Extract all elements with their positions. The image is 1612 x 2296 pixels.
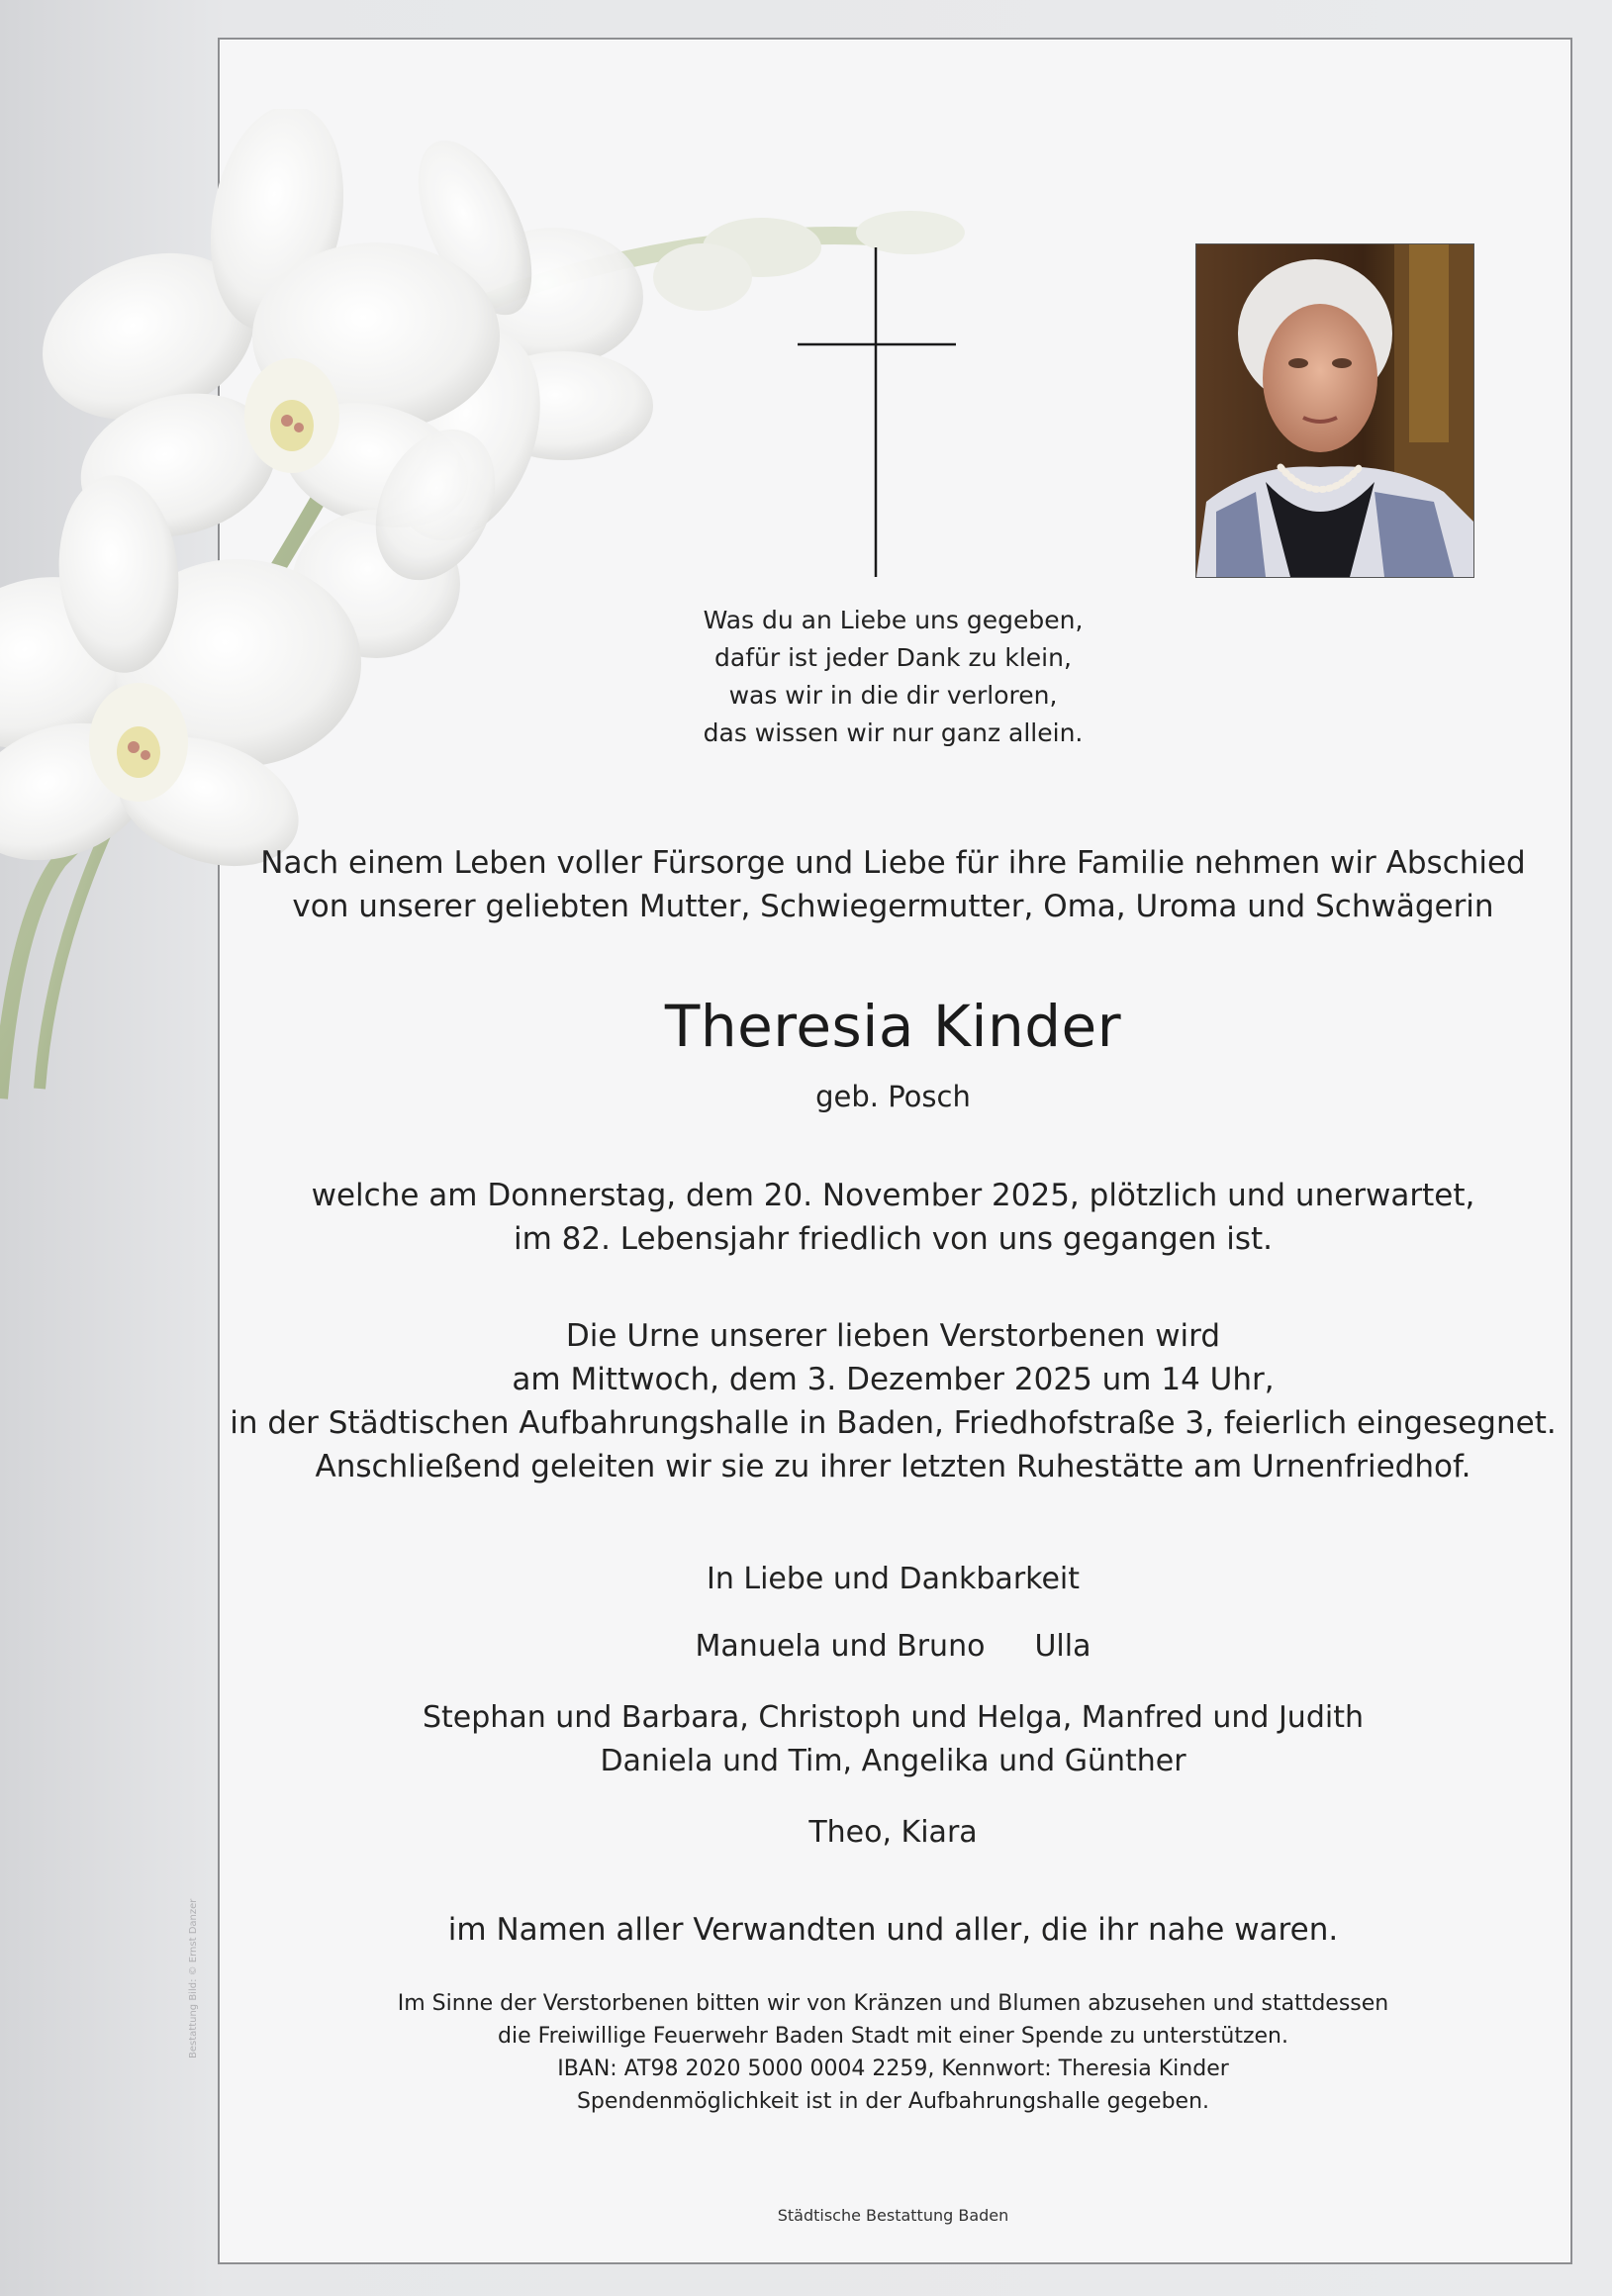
donation-line: Im Sinne der Verstorbenen bitten wir von Kränzen und Blumen abzusehen und stattdessen [397,1991,1389,2016]
portrait-photo [1195,243,1474,578]
farewell-intro [218,841,1568,928]
donation-notice [218,1987,1568,2118]
closing-phrase: In Liebe und Dankbarkeit [706,1562,1081,1596]
verse-line: das wissen wir nur ganz allein. [703,718,1084,747]
verse-line: dafür ist jeder Dank zu klein, [714,643,1072,672]
great-grandchildren-names: Theo, Kiara [808,1815,978,1850]
birth-name: geb. Posch [815,1080,971,1113]
death-notice [218,1174,1568,1261]
donation-line: die Freiwillige Feuerwehr Baden Stadt mit einer Spende zu unterstützen. [498,2024,1288,2049]
donation-line: IBAN: AT98 2020 5000 0004 2259, Kennwort: Theresia Kinder [557,2057,1229,2081]
intro-line: von unserer geliebten Mutter, Schwiegermutter, Oma, Uroma und Schwägerin [292,889,1494,924]
memorial-verse [218,602,1568,752]
children-names [218,1627,1568,1667]
verse-line: Was du an Liebe uns gegeben, [703,606,1084,634]
funeral-line: am Mittwoch, dem 3. Dezember 2025 um 14 Uhr, [512,1362,1275,1397]
deceased-name: Theresia Kinder [664,993,1122,1060]
undertaker-footer: Städtische Bestattung Baden [777,2206,1009,2225]
intro-line: Nach einem Leben voller Fürsorge und Liebe für ihre Familie nehmen wir Abschied [260,845,1526,881]
donation-line: Spendenmöglichkeit ist in der Aufbahrungshalle gegeben. [576,2089,1210,2114]
child-name: Ulla [1034,1629,1091,1664]
death-line: welche am Donnerstag, dem 20. November 2025, plötzlich und unerwartet, [311,1178,1475,1213]
grandchildren-line: Daniela und Tim, Angelika und Günther [600,1744,1186,1778]
death-line: im 82. Lebensjahr friedlich von uns gegangen ist. [513,1221,1274,1257]
cross-icon [792,247,960,579]
grandchildren-names [218,1696,1568,1783]
funeral-line: in der Städtischen Aufbahrungshalle in Baden, Friedhofstraße 3, feierlich eingesegnet. [230,1405,1557,1441]
funeral-details [218,1314,1568,1488]
relatives-line: im Namen aller Verwandten und aller, die ihr nahe waren. [447,1912,1339,1948]
child-name: Manuela und Bruno [695,1629,986,1664]
image-credit: Bestattung Bild: © Ernst Danzer [188,1898,199,2058]
verse-line: was wir in die dir verloren, [728,681,1058,710]
funeral-line: Die Urne unserer lieben Verstorbenen wird [565,1318,1221,1354]
funeral-line: Anschließend geleiten wir sie zu ihrer letzten Ruhestätte am Urnenfriedhof. [315,1449,1471,1484]
grandchildren-line: Stephan und Barbara, Christoph und Helga, Manfred und Judith [423,1700,1364,1735]
